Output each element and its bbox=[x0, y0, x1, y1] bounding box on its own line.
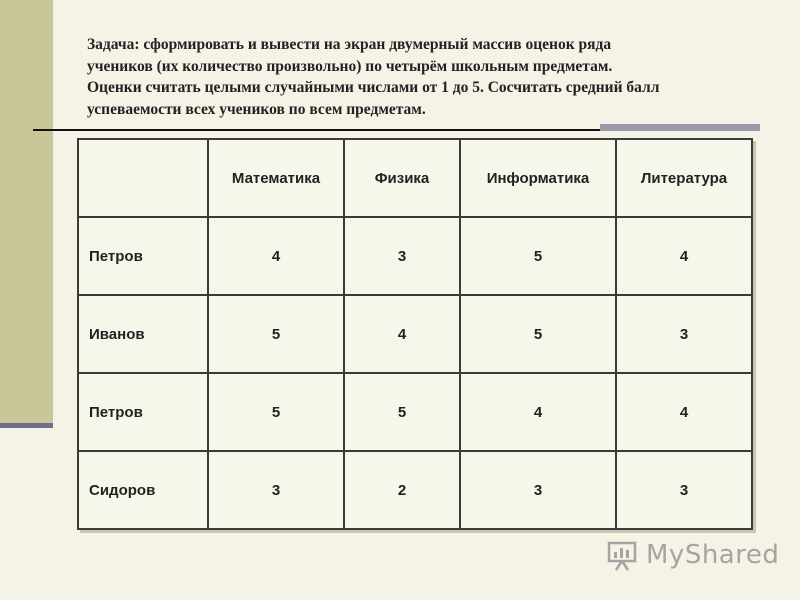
table-row bbox=[78, 373, 752, 451]
watermark-text: MyShared bbox=[646, 540, 780, 570]
student-name: Иванов bbox=[78, 295, 208, 373]
grade-cell: 5 bbox=[208, 295, 344, 373]
grade-cell: 5 bbox=[344, 373, 460, 451]
task-line: учеников (их количество произвольно) по четырём школьным предметам. bbox=[87, 57, 613, 75]
watermark-logo bbox=[606, 537, 779, 573]
task-description bbox=[87, 34, 777, 120]
left-decor-line bbox=[0, 423, 53, 428]
grades-table bbox=[77, 138, 753, 530]
grade-cell: 3 bbox=[208, 451, 344, 529]
grade-cell: 4 bbox=[616, 217, 752, 295]
header-math: Математика bbox=[208, 139, 344, 217]
task-line: Задача: сформировать и вывести на экран двумерный массив оценок ряда bbox=[87, 36, 612, 53]
table-header-row bbox=[78, 139, 752, 217]
header-literature: Литература bbox=[616, 139, 752, 217]
table-row bbox=[78, 451, 752, 529]
grade-cell: 5 bbox=[208, 373, 344, 451]
grade-cell: 3 bbox=[616, 451, 752, 529]
header-informatics: Информатика bbox=[460, 139, 616, 217]
grade-cell: 4 bbox=[616, 373, 752, 451]
header-divider-accent bbox=[600, 124, 760, 131]
grade-cell: 5 bbox=[460, 295, 616, 373]
task-line: успеваемости всех учеников по всем предметам. bbox=[87, 100, 426, 118]
grade-cell: 3 bbox=[344, 217, 460, 295]
grade-cell: 3 bbox=[460, 451, 616, 529]
left-decor-band bbox=[0, 0, 53, 425]
presentation-chart-icon bbox=[606, 538, 640, 572]
table-row bbox=[78, 217, 752, 295]
student-name: Петров bbox=[78, 373, 208, 451]
grade-cell: 4 bbox=[460, 373, 616, 451]
student-name: Сидоров bbox=[78, 451, 208, 529]
grade-cell: 4 bbox=[208, 217, 344, 295]
grade-cell: 2 bbox=[344, 451, 460, 529]
grade-cell: 3 bbox=[616, 295, 752, 373]
task-line: Оценки считать целыми случайными числами от 1 до 5. Сосчитать средний балл bbox=[87, 79, 660, 96]
table-row bbox=[78, 295, 752, 373]
header-physics: Физика bbox=[344, 139, 460, 217]
corner-cell bbox=[78, 139, 208, 217]
student-name: Петров bbox=[78, 217, 208, 295]
grade-cell: 4 bbox=[344, 295, 460, 373]
grade-cell: 5 bbox=[460, 217, 616, 295]
